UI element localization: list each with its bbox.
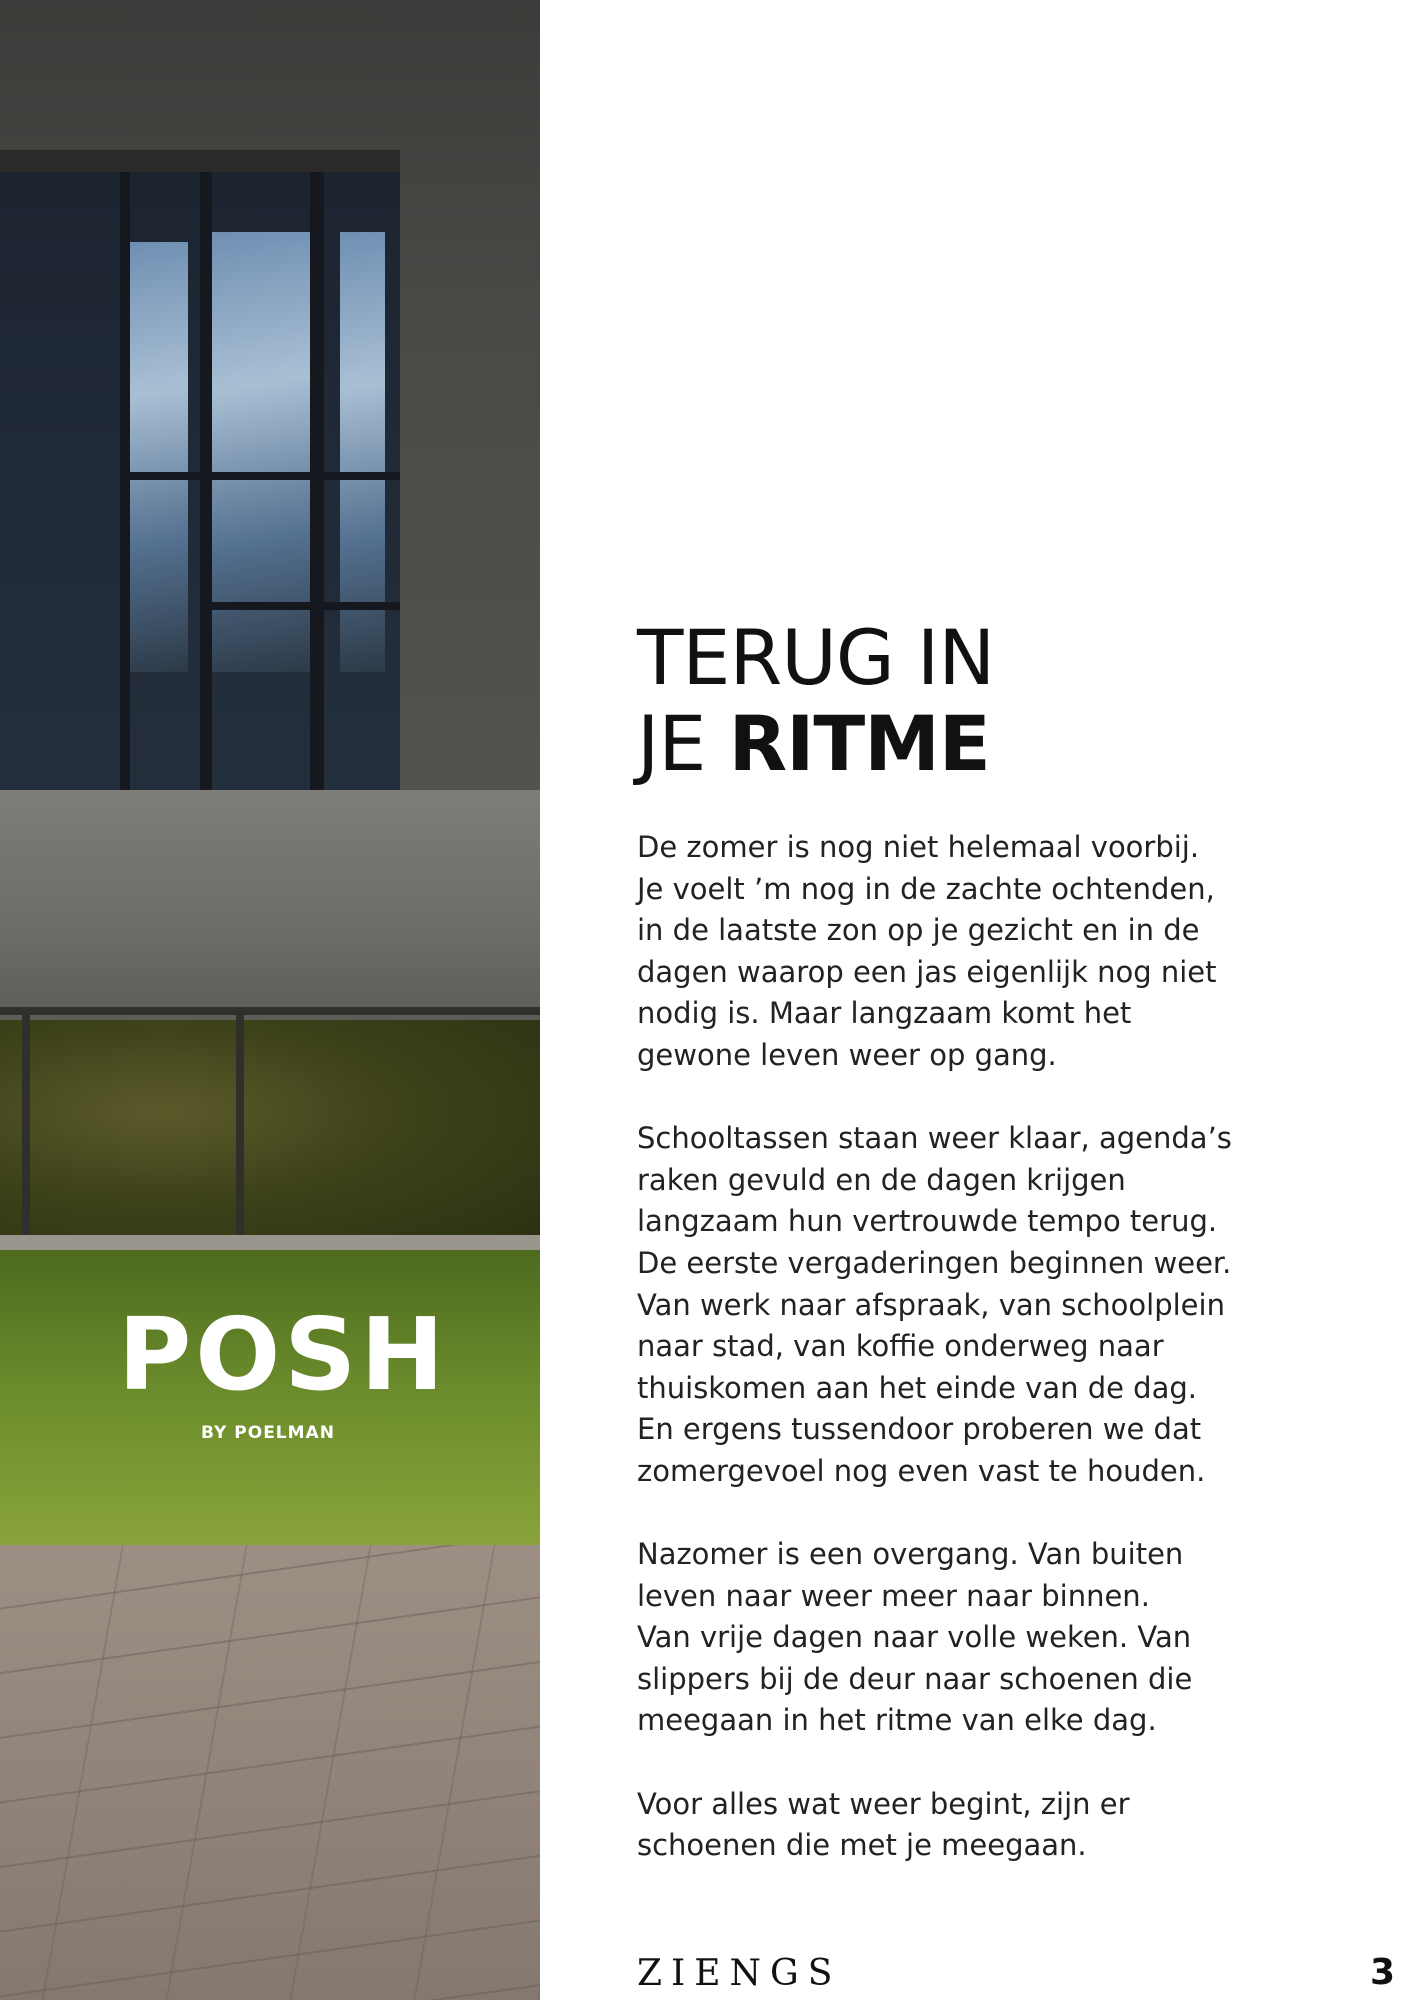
hedge — [0, 1020, 540, 1250]
pavement — [0, 1545, 540, 2000]
article-paragraph: De zomer is nog niet helemaal voorbij. Je voelt ’m nog in de zachte ochtenden, in de laatste zon op je gezicht en in de dagen waarop een jas eigenlijk nog niet nodig is. Maar langzaam komt het gewone leven weer op gang. — [637, 830, 1217, 1072]
fence-post — [22, 1007, 30, 1237]
posh-logo-word: POSH — [118, 1296, 449, 1413]
page-number: 3 — [1370, 1952, 1396, 1993]
article — [637, 615, 1337, 1908]
building-window — [0, 150, 400, 842]
ziengs-logo: ZIENGS — [637, 1953, 842, 1994]
fence-rail — [0, 1007, 540, 1015]
article-title — [637, 615, 1337, 787]
window-mullion — [310, 172, 324, 822]
article-paragraph: Nazomer is een overgang. Van buiten leven naar weer meer naar binnen. Van vrije dagen naar volle weken. Van slippers bij de deur naar schoenen die meegaan in het ritme van elke dag. — [637, 1537, 1193, 1738]
title-line-2-light: JE — [637, 699, 706, 788]
window-transom — [120, 472, 400, 480]
concrete-wall — [0, 790, 540, 1020]
title-line-2-bold: RITME — [728, 699, 990, 788]
title-line-1: TERUG IN — [637, 613, 995, 702]
posh-logo — [118, 1296, 449, 1443]
window-transom — [200, 602, 400, 610]
window-mullion — [120, 172, 130, 822]
hero-photo — [0, 0, 540, 2000]
article-body — [637, 827, 1337, 1867]
fence-post — [236, 1007, 244, 1237]
article-paragraph: Schooltassen staan weer klaar, agenda’s raken gevuld en de dagen krijgen langzaam hun vertrouwde tempo terug. De eerste vergaderingen beginnen weer. Van werk naar afspraak, van schoolplein naar stad, van koffie onderweg naar thuiskomen aan het einde van de dag. En ergens tussendoor proberen we dat zomergevoel nog even vast te houden. — [637, 1121, 1232, 1488]
window-pane — [128, 242, 188, 672]
posh-logo-subtitle: BY POELMAN — [201, 1423, 335, 1443]
article-paragraph: Voor alles wat weer begint, zijn er schoenen die met je meegaan. — [637, 1786, 1130, 1863]
window-mullion — [200, 172, 212, 822]
